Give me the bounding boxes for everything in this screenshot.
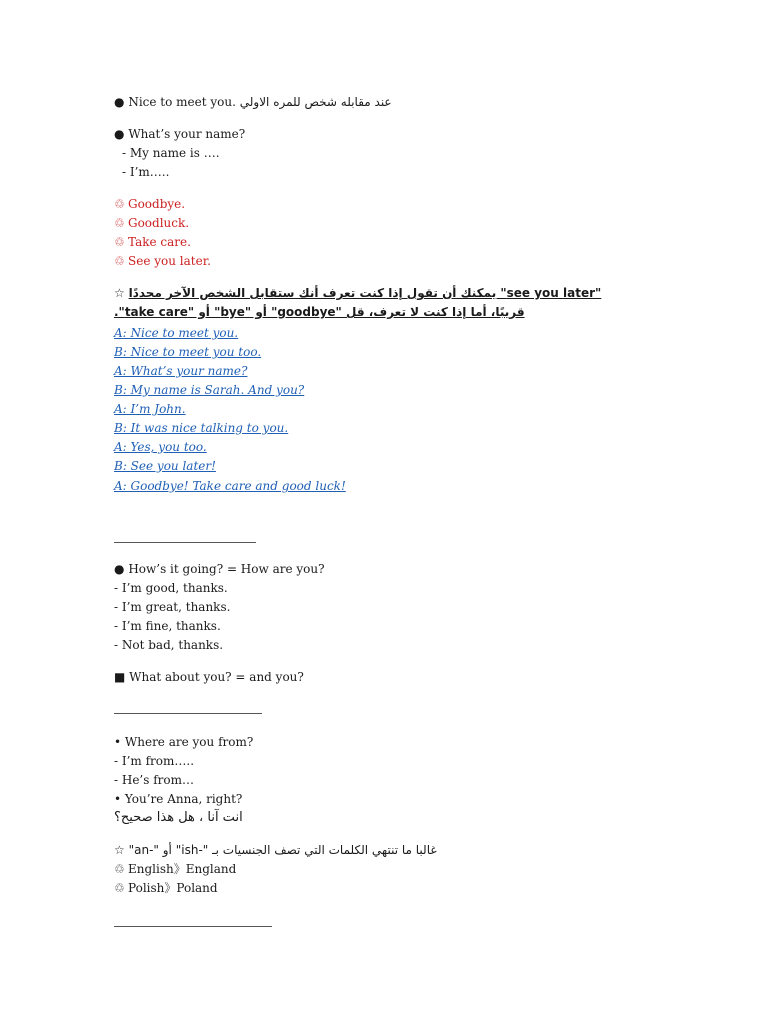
what-about-line — [114, 669, 304, 685]
farewell-item — [114, 215, 189, 231]
farewell-text: See you later. — [128, 254, 211, 268]
recycle-icon: ♲ — [114, 216, 125, 230]
nationality-text: English》England — [128, 862, 237, 876]
tip-text: قريبًا، أما إذا كنت لا تعرف، قل "goodbye" أو "bye" أو "take care". — [114, 305, 525, 319]
recycle-icon: ♲ — [114, 881, 125, 895]
nationality-item — [114, 880, 218, 896]
dialogue-line: B: Nice to meet you too. — [114, 345, 262, 359]
name-question — [114, 126, 245, 142]
intro-arabic: عند مقابله شخص للمره الاولي — [239, 95, 392, 109]
farewell-item — [114, 234, 191, 250]
dot-bullet-icon: • — [114, 792, 122, 806]
how-question-text: How’s it going? = How are you? — [128, 562, 325, 576]
dialogue-line: B: My name is Sarah. And you? — [114, 383, 305, 397]
anna-question — [114, 791, 242, 807]
tip2-text: غالبا ما تنتهي الكلمات التي تصف الجنسيات بـ "-ish" أو "-an" — [128, 843, 437, 857]
farewell-text: Goodbye. — [128, 197, 186, 211]
dialogue-line: A: What’s your name? — [114, 364, 248, 378]
from-answer: - He’s from… — [114, 773, 195, 787]
what-about-text: What about you? = and you? — [129, 670, 304, 684]
divider — [114, 926, 272, 927]
farewell-item — [114, 196, 185, 212]
dialogue-line: A: Nice to meet you. — [114, 326, 239, 340]
dialogue-line: B: See you later! — [114, 459, 216, 473]
tip2-line — [114, 842, 437, 858]
intro-english: Nice to meet you. — [128, 95, 236, 109]
farewell-item — [114, 253, 211, 269]
dot-bullet-icon: • — [114, 735, 122, 749]
from-answer: - I’m from….. — [114, 754, 195, 768]
divider — [114, 542, 256, 543]
tip-text: "see you later" يمكنك أن تقول إذا كنت تعرف أنك ستقابل الشخص الآخر محددًا — [128, 286, 602, 300]
farewell-text: Goodluck. — [128, 216, 190, 230]
anna-question-text: You’re Anna, right? — [124, 792, 243, 806]
recycle-icon: ♲ — [114, 197, 125, 211]
tip-line — [114, 285, 654, 301]
bullet-icon: ● — [114, 127, 125, 141]
how-answer: - I’m good, thanks. — [114, 581, 228, 595]
intro-line — [114, 94, 392, 110]
name-question-text: What’s your name? — [128, 127, 246, 141]
recycle-icon: ♲ — [114, 254, 125, 268]
star-icon: ☆ — [114, 843, 125, 857]
name-answer: - My name is …. — [122, 146, 220, 160]
from-question-text: Where are you from? — [124, 735, 254, 749]
recycle-icon: ♲ — [114, 235, 125, 249]
nationality-item — [114, 861, 236, 877]
divider — [114, 713, 262, 714]
dialogue-line: A: Goodbye! Take care and good luck! — [114, 479, 346, 493]
recycle-icon: ♲ — [114, 862, 125, 876]
farewell-text: Take care. — [128, 235, 191, 249]
from-question — [114, 734, 253, 750]
how-answer: - I’m fine, thanks. — [114, 619, 221, 633]
name-answer: - I’m….. — [122, 165, 170, 179]
dialogue-line: B: It was nice talking to you. — [114, 421, 289, 435]
star-icon: ☆ — [114, 286, 125, 300]
bullet-icon: ● — [114, 95, 125, 109]
how-question — [114, 561, 325, 577]
how-answer: - Not bad, thanks. — [114, 638, 224, 652]
nationality-text: Polish》Poland — [128, 881, 218, 895]
tip-line — [114, 304, 654, 320]
anna-arabic: انت آنا ، هل هذا صحيح؟ — [114, 810, 243, 825]
dialogue-line: A: Yes, you too. — [114, 440, 207, 454]
how-answer: - I’m great, thanks. — [114, 600, 231, 614]
bullet-icon: ● — [114, 562, 125, 576]
dialogue-line: A: I’m John. — [114, 402, 186, 416]
square-bullet-icon: ■ — [114, 670, 126, 684]
